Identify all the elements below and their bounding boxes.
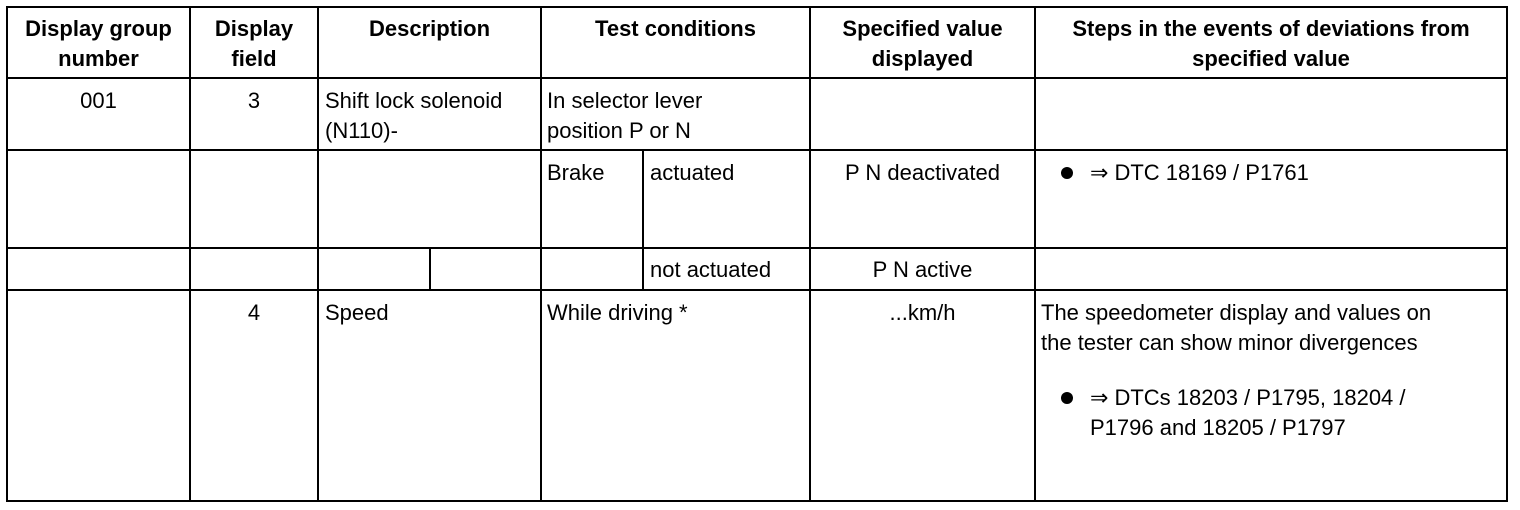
row2-step bbox=[1090, 158, 1309, 188]
condition-subdivider bbox=[642, 149, 644, 291]
description-subdivider bbox=[429, 247, 431, 291]
row2-condition-value: actuated bbox=[650, 160, 735, 185]
header-field-line-2: field bbox=[231, 46, 277, 71]
header-test-conditions: Test conditions bbox=[595, 16, 756, 41]
row3-condition-value: not actuated bbox=[650, 257, 772, 282]
header-field bbox=[191, 14, 317, 74]
row1-description-line-2: (N110)- bbox=[325, 118, 398, 143]
row-divider-3 bbox=[6, 289, 1508, 291]
row1-description bbox=[325, 86, 502, 146]
header-steps bbox=[1036, 14, 1506, 74]
row4-step-note bbox=[1041, 298, 1431, 358]
row1-field: 3 bbox=[247, 88, 261, 113]
row1-group: 001 bbox=[80, 88, 117, 113]
column-divider-5 bbox=[1034, 6, 1036, 502]
header-steps-line-1: Steps in the events of deviations from bbox=[1072, 16, 1470, 41]
header-specified-line-1: Specified value bbox=[842, 16, 1003, 41]
column-divider-3 bbox=[540, 6, 542, 502]
row3-specified: P N active bbox=[872, 257, 973, 282]
row4-field: 4 bbox=[247, 300, 261, 325]
table-border-right bbox=[1506, 6, 1508, 502]
row-divider-1 bbox=[6, 149, 1508, 151]
row4-step-note-line-2: the tester can show minor divergences bbox=[1041, 330, 1418, 355]
row2-step-text: DTC 18169 / P1761 bbox=[1114, 160, 1309, 185]
row4-step bbox=[1090, 383, 1406, 443]
row1-condition-line-2: position P or N bbox=[547, 118, 691, 143]
header-description: Description bbox=[368, 16, 491, 41]
row4-step-text-line-2: P1796 and 18205 / P1797 bbox=[1090, 415, 1346, 440]
table-border-top bbox=[6, 6, 1508, 8]
row1-description-line-1: Shift lock solenoid bbox=[325, 88, 503, 113]
column-divider-4 bbox=[809, 6, 811, 502]
row1-condition bbox=[547, 86, 702, 146]
table-border-bottom bbox=[6, 500, 1508, 502]
row4-description: Speed bbox=[325, 300, 389, 325]
row4-step-text-line-1: DTCs 18203 / P1795, 18204 / bbox=[1114, 385, 1406, 410]
row4-bullet-icon bbox=[1061, 392, 1073, 404]
header-steps-line-2: specified value bbox=[1192, 46, 1350, 71]
row4-arrow-icon: ⇒ bbox=[1090, 385, 1109, 410]
header-specified bbox=[811, 14, 1034, 74]
row2-arrow-icon: ⇒ bbox=[1090, 160, 1109, 185]
row4-condition: While driving * bbox=[547, 300, 688, 325]
header-field-line-1: Display bbox=[214, 16, 294, 41]
row2-bullet-icon bbox=[1061, 167, 1073, 179]
row2-condition-label: Brake bbox=[547, 160, 605, 185]
header-divider bbox=[6, 77, 1508, 79]
row2-specified: P N deactivated bbox=[845, 160, 1000, 185]
header-group-line-1: Display group bbox=[25, 16, 172, 41]
header-group-line-2: number bbox=[58, 46, 139, 71]
row4-step-note-line-1: The speedometer display and values on bbox=[1041, 300, 1432, 325]
column-divider-2 bbox=[317, 6, 319, 502]
row1-condition-line-1: In selector lever bbox=[547, 88, 703, 113]
row4-specified: ...km/h bbox=[889, 300, 956, 325]
row-divider-2 bbox=[6, 247, 1508, 249]
column-divider-1 bbox=[189, 6, 191, 502]
header-group bbox=[8, 14, 189, 74]
table-border-left bbox=[6, 6, 8, 502]
header-specified-line-2: displayed bbox=[871, 46, 974, 71]
